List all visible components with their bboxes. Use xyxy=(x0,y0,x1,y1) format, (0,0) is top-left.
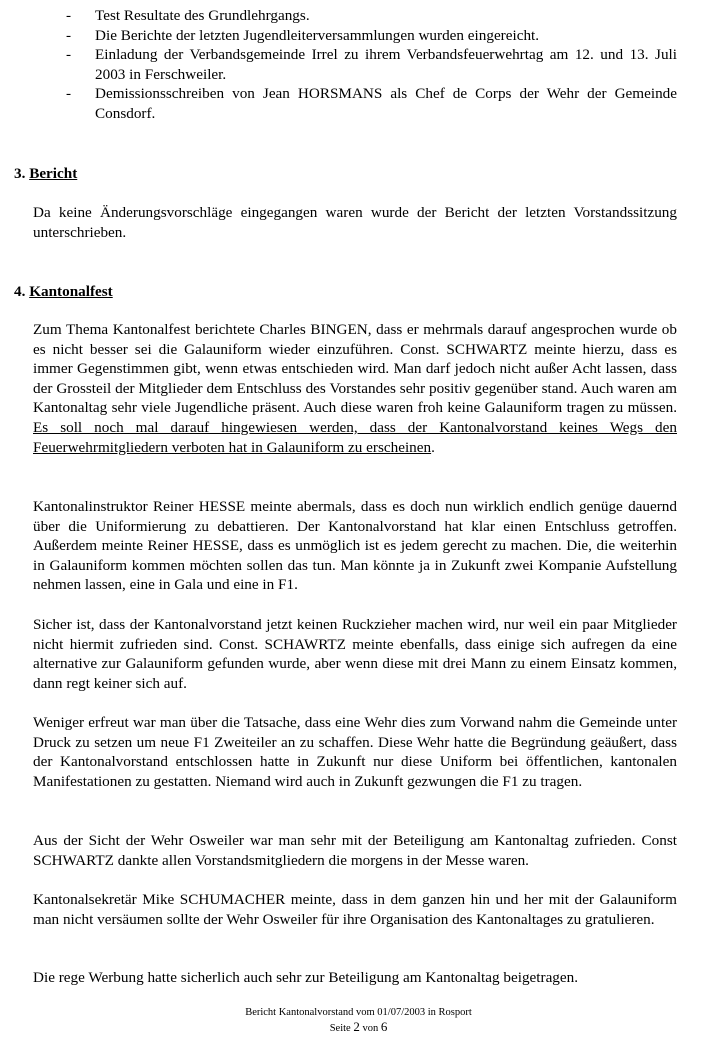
section-4-heading xyxy=(14,282,113,302)
list-item xyxy=(66,84,677,123)
section-title: Bericht xyxy=(29,165,78,182)
page-footer xyxy=(0,1006,717,1036)
section-4-paragraph-3: Sicher ist, dass der Kantonalvorstand jetzt keinen Ruckzieher machen wird, nur weil ein paar Mitglieder nicht hiermit zufrieden sind. Const. SCHAWRTZ meinte ebenfalls, dass einige sich aufregen da eine alternative zur Galauniform gefunden wurde, aber wenn diese mit drei Mann zu einem Einsatz kommen, dann regt keiner sich auf. xyxy=(33,616,677,692)
dash-marker: - xyxy=(66,46,72,64)
list-item-text: Die Berichte der letzten Jugendleiterversammlungen wurden eingereicht. xyxy=(95,26,540,44)
section-4-paragraph-4: Weniger erfreut war man über die Tatsache, dass eine Wehr dies zum Vorwand nahm die Gemeinde unter Druck zu setzen um neue F1 Zweiteiler an zu schaffen. Diese Wehr hatte die Begründung geäußert, dass der Kantonalvorstand entschlossen hatte in Zukunft nur diese Uniform bei öffentlichen, kantonalen Manifestationen zu gestatten. Niemand wird auch in Zukunft gezwungen die F1 zu tragen. xyxy=(33,714,677,790)
list-item xyxy=(66,6,677,26)
total-pages: 6 xyxy=(380,1019,388,1034)
section-number: 3. xyxy=(14,165,26,182)
dash-marker: - xyxy=(66,26,72,44)
footer-page-number xyxy=(0,1020,717,1036)
section-3-heading xyxy=(14,164,77,184)
page-label: Seite xyxy=(329,1023,351,1034)
section-4-paragraph-7: Die rege Werbung hatte sicherlich auch sehr zur Beteiligung am Kantonaltag beigetragen. xyxy=(33,969,579,986)
underlined-emphasis: Es soll noch mal darauf hingewiesen werden, dass der Kantonalvorstand keines Wegs den Feuerwehrmitgliedern verboten hat in Galauniform zu erscheinen xyxy=(33,418,677,456)
list-item-text: Demissionsschreiben von Jean HORSMANS als Chef de Corps der Wehr der Gemeinde Consdorf. xyxy=(95,85,677,122)
section-3-paragraph: Da keine Änderungsvorschläge eingegangen waren wurde der Bericht der letzten Vorstandssitzung unterschrieben. xyxy=(33,204,677,241)
dash-marker: - xyxy=(66,7,72,24)
section-number: 4. xyxy=(14,283,26,300)
section-4-paragraph-1 xyxy=(33,320,677,457)
paragraph-text: Zum Thema Kantonalfest berichtete Charles BINGEN, dass er mehrmals darauf angesprochen wurde ob es nicht besser sei die Galauniform wieder einzuführen. Const. SCHWARTZ meinte hierzu, dass es immer Gegenstimmen gibt, wenn etwas entschieden wird. Man darf jedoch nicht außer Acht lassen, dass der Grossteil der Mitglieder dem Entschluss des Vorstandes sehr positiv gegenüber stand. Auch waren am Kantonaltag sehr viele Jugendliche präsent. Auch diese waren froh keine Galauniform tragen zu müssen. xyxy=(33,321,677,417)
section-4-paragraph-2: Kantonalinstruktor Reiner HESSE meinte abermals, dass es doch nun wirklich endlich genüge dauernd über die Uniformierung zu debattieren. Der Kantonalvorstand hat klar einen Entschluss getroffen. Außerdem meinte Reiner HESSE, dass es unmöglich ist es jedem gerecht zu machen. Die, die weiterhin in Galauniform kommen möchten sollen das tun. Man könnte ja in Zukunft zwei Kompanie Aufstellung nehmen lassen, eine in Gala und eine in F1. xyxy=(33,498,677,594)
section-title: Kantonalfest xyxy=(29,283,113,300)
footer-report-title: Bericht Kantonalvorstand vom 01/07/2003 in Rosport xyxy=(245,1007,472,1018)
list-item-text: Einladung der Verbandsgemeinde Irrel zu ihrem Verbandsfeuerwehrtag am 12. und 13. Juli 2003 in Ferschweiler. xyxy=(95,46,677,83)
page-of-label: von xyxy=(362,1023,379,1034)
list-item xyxy=(66,26,677,46)
section-4-paragraph-5: Aus der Sicht der Wehr Osweiler war man sehr mit der Beteiligung am Kantonaltag zufrieden. Const SCHWARTZ dankte allen Vorstandsmitgliedern die morgens in der Messe waren. xyxy=(33,832,677,869)
section-4-paragraph-6: Kantonalsekretär Mike SCHUMACHER meinte, dass in dem ganzen hin und her mit der Galauniform man nicht versäumen sollte der Wehr Osweiler für ihre Organisation des Kantonaltages zu gratulieren. xyxy=(33,891,677,928)
bullet-list xyxy=(66,6,677,124)
list-item-text: Test Resultate des Grundlehrgangs. xyxy=(95,7,310,24)
current-page: 2 xyxy=(353,1019,360,1034)
dash-marker: - xyxy=(66,85,72,103)
list-item xyxy=(66,45,677,84)
paragraph-end: . xyxy=(431,438,435,456)
